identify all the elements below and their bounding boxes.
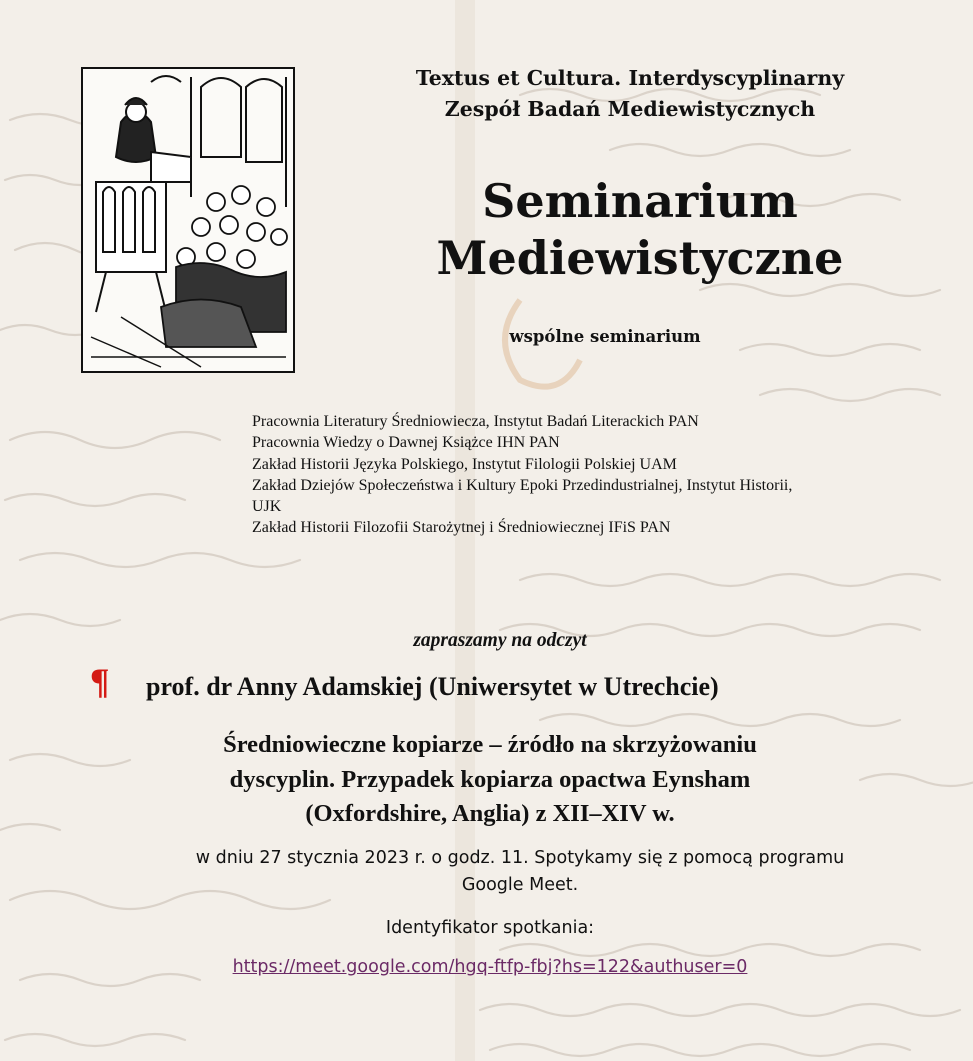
meeting-id-label: Identyfikator spotkania: [385,918,595,938]
organization-name [340,63,920,125]
meeting-link[interactable]: https://meet.google.com/hgq-ftfp-fbj?hs=122&authuser=0 [232,957,748,977]
woodcut-illustration [81,67,295,373]
unit-item: Zakład Dziejów Społeczeństwa i Kultury Epoki Przedindustrialnej, Instytut Historii, [252,476,793,494]
lecture-title [120,728,860,832]
meeting-link-container [120,957,860,977]
page-title [340,173,940,287]
title-line-1: Seminarium [482,174,798,228]
unit-item: UJK [252,498,282,516]
unit-item: Zakład Historii Filozofii Starożytnej i Średniowiecznej IFiS PAN [252,519,671,537]
speaker-name: prof. dr Anny Adamskiej (Uniwersytet w Utrechcie) [146,672,719,701]
units-list [252,411,952,539]
subtitle: wspólne seminarium [509,327,701,346]
lecture-title-line-1: Średniowieczne kopiarze – źródło na skrzyżowaniu [223,731,757,758]
lecture-title-line-3: (Oxfordshire, Anglia) z XII–XIV w. [305,800,675,827]
event-date-line: w dniu 27 stycznia 2023 r. o godz. 11. Spotykamy się z pomocą programu [195,848,845,868]
unit-item: Zakład Historii Języka Polskiego, Instytut Filologii Polskiej UAM [252,455,677,473]
unit-item: Pracownia Literatury Średniowiecza, Instytut Badań Literackich PAN [252,413,699,430]
unit-item: Pracownia Wiedzy o Dawnej Książce IHN PAN [252,434,560,452]
event-details [80,845,960,899]
organization-line-2: Zespół Badań Mediewistycznych [444,97,816,121]
pilcrow-icon: ¶ [90,661,110,701]
invitation-text: zapraszamy na odczyt [413,630,587,651]
event-platform-line: Google Meet. [461,875,579,895]
organization-line-1: Textus et Cultura. Interdyscyplinarny [415,66,845,90]
title-line-2: Mediewistyczne [436,231,844,285]
lecture-title-line-2: dyscyplin. Przypadek kopiarza opactwa Eynsham [229,765,751,793]
